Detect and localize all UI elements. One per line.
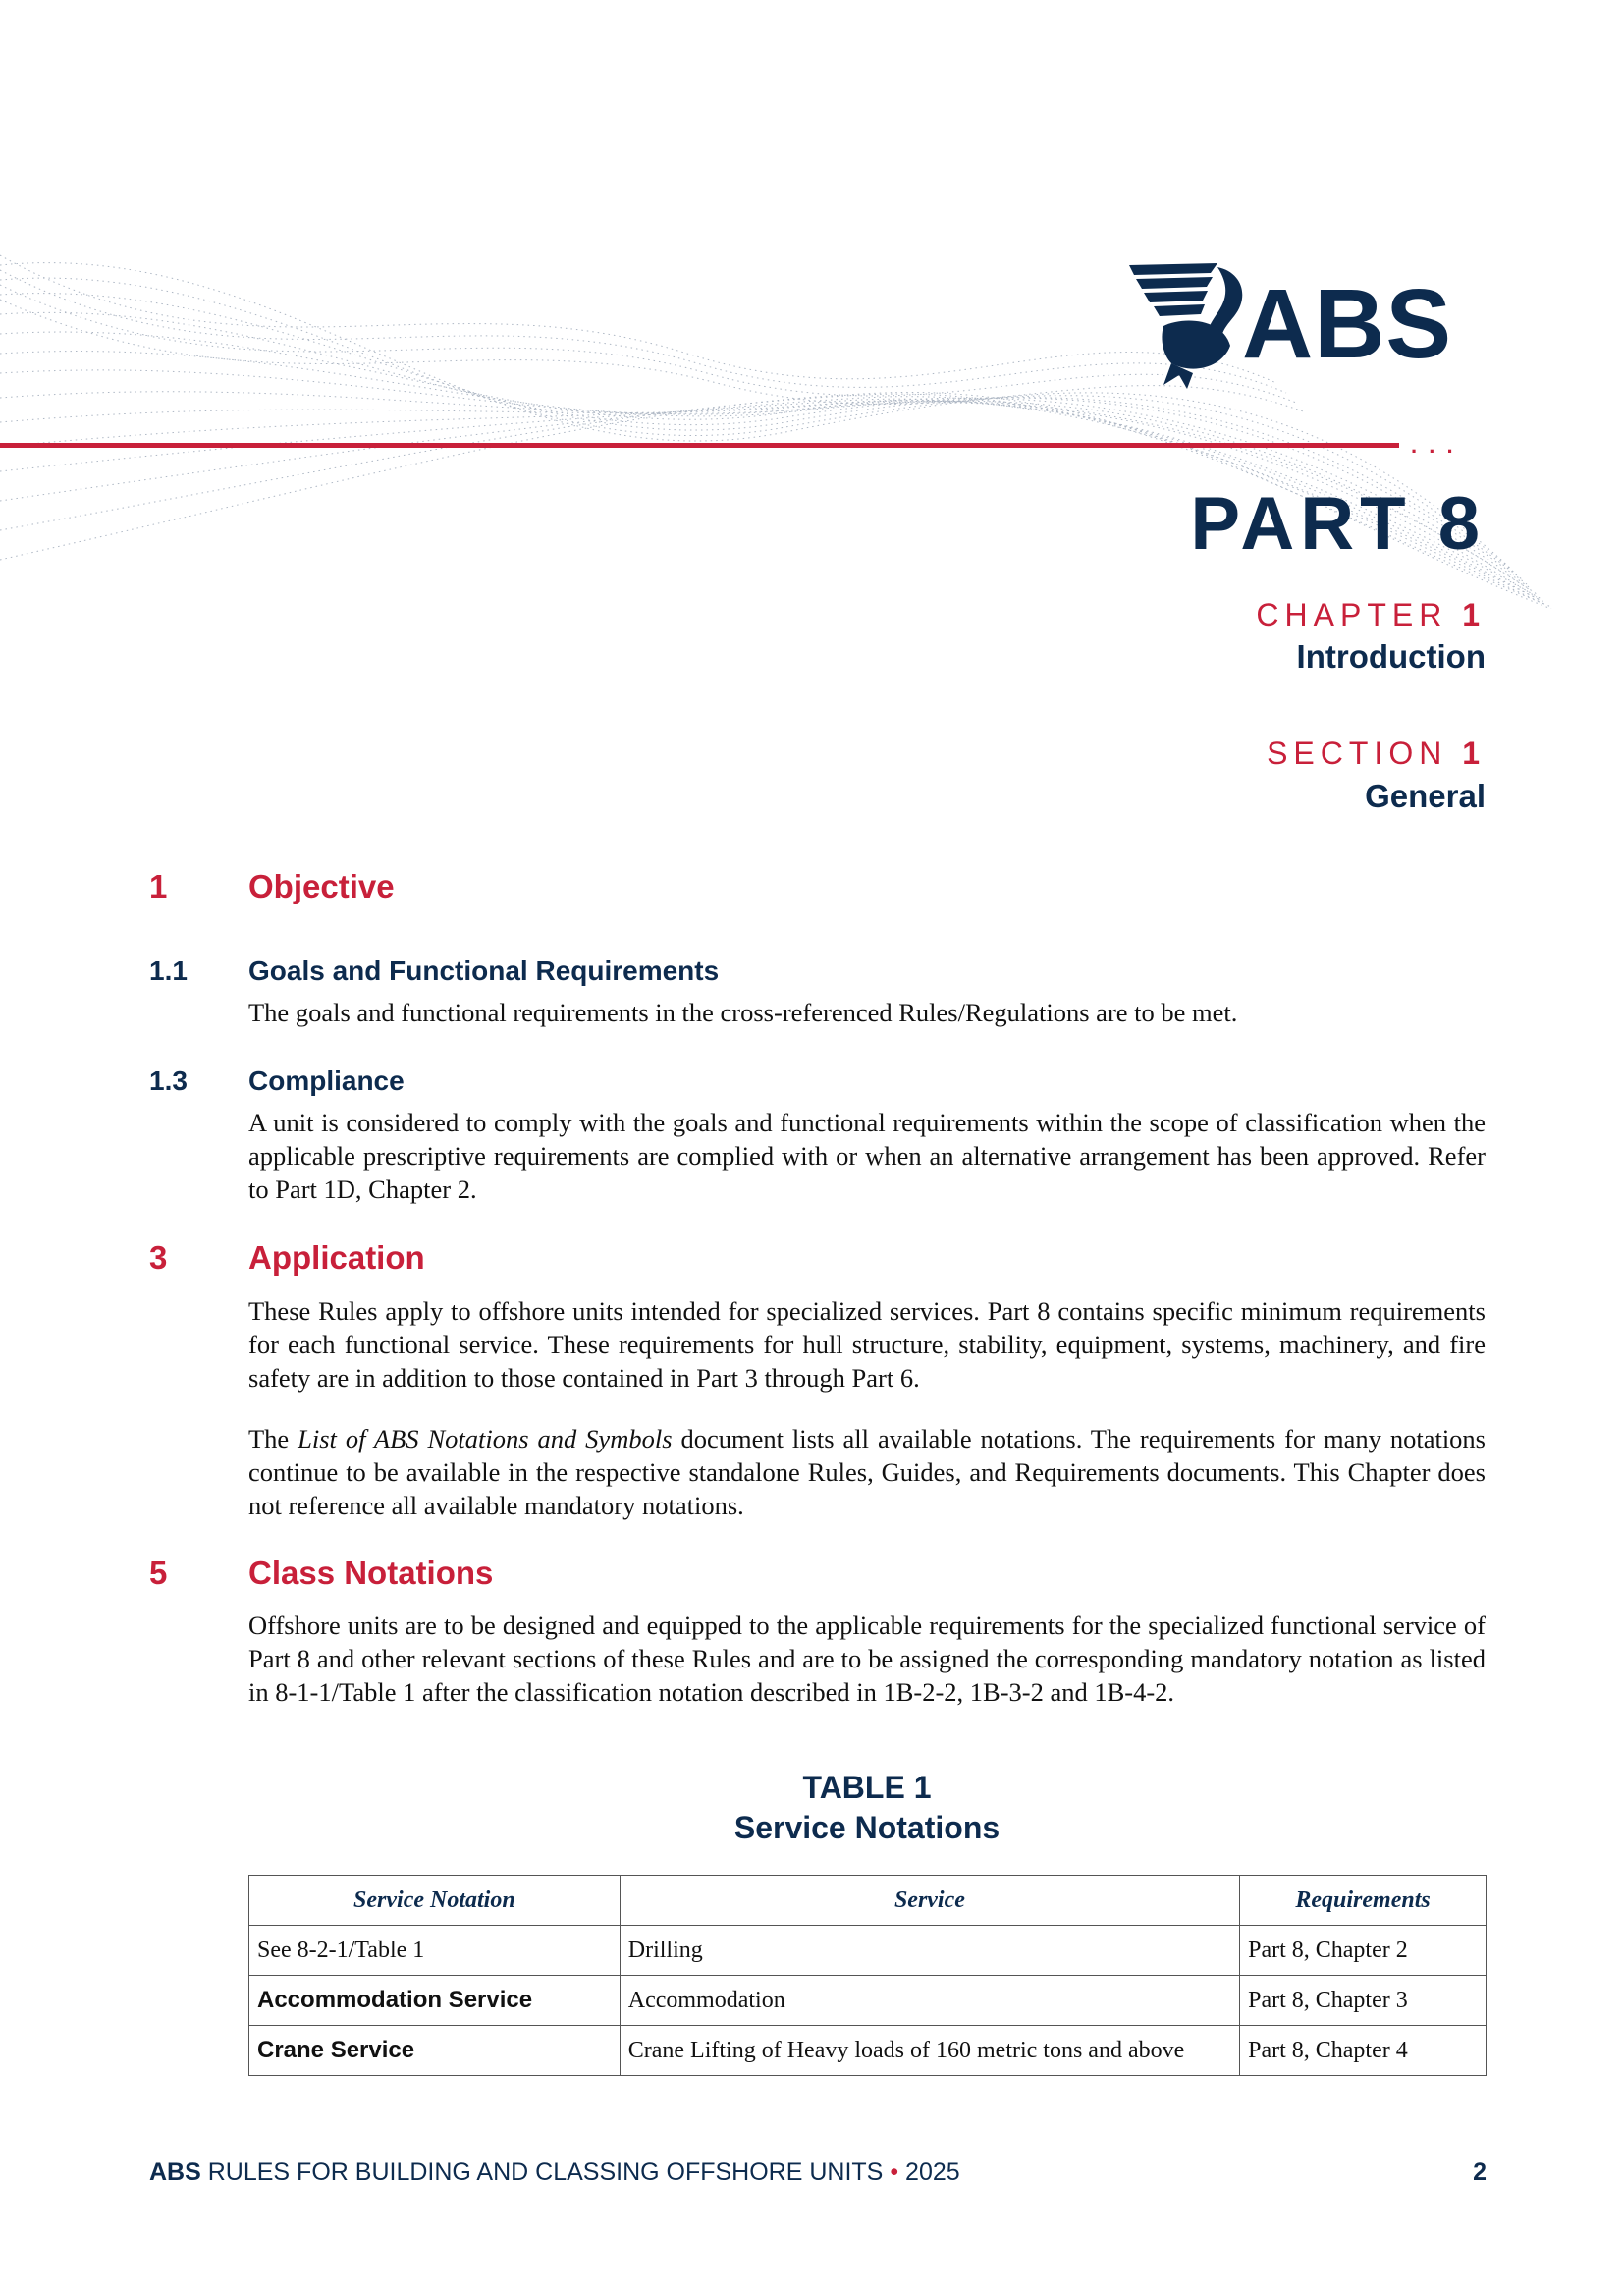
paragraph-application-1: These Rules apply to offshore units intended for specialized services. Part 8 contains specific minimum requirements for each functional service. These requirements for hull structure, stability, equipment, systems, machinery, and fire safety are in addition to those contained in Part 3 through Part 6. [248,1296,1486,1393]
section-title: General [1365,778,1486,814]
section-heading-objective: Objective [248,868,395,904]
table-cell: Crane Service [249,2026,621,2076]
part-title: PART 8 [1190,482,1486,566]
subsection-heading-compliance: Compliance [248,1066,405,1096]
table-cell: See 8-2-1/Table 1 [249,1926,621,1976]
table-cell: Drilling [620,1926,1239,1976]
section-label: SECTION 1 [1267,736,1486,771]
table-caption [248,1768,1486,1848]
column-header: Service Notation [249,1876,621,1926]
table-label: TABLE 1 [802,1770,932,1805]
table-cell: Part 8, Chapter 3 [1240,1976,1487,2026]
table-row [249,2026,1487,2076]
chapter-title: Introduction [1296,638,1486,675]
table-title: Service Notations [733,1810,1001,1845]
section-number: 5 [149,1555,168,1591]
section-heading-class-notations: Class Notations [248,1555,494,1591]
header-rule [0,443,1399,448]
footer-brand: ABS [149,2159,201,2186]
service-notations-table [248,1875,1487,2076]
paragraph-compliance: A unit is considered to comply with the goals and functional requirements within the scope of classification when the applicable prescriptive requirements are complied with or when an alternative arrangement has been approved. Refer to Part 1D, Chapter 2. [248,1108,1486,1204]
paragraph-goals: The goals and functional requirements in the cross-referenced Rules/Regulations are to be met. [248,998,1238,1027]
table-cell: Accommodation [620,1976,1239,2026]
footer-title: RULES FOR BUILDING AND CLASSING OFFSHORE UNITS [207,2159,884,2186]
subsection-number: 1.3 [149,1066,188,1096]
paragraph-application-2: The List of ABS Notations and Symbols document lists all available notations. The requirements for many notations continue to be available in the respective standalone Rules, Guides, and Requirements documents. This Chapter does not reference all available mandatory notations. [248,1424,1486,1520]
chapter-label: CHAPTER 1 [1256,597,1486,632]
table-row [249,1976,1487,2026]
section-heading-application: Application [248,1239,425,1276]
table-cell: Crane Lifting of Heavy loads of 160 metric tons and above [620,2026,1239,2076]
page-footer [149,2159,1487,2187]
table-cell: Accommodation Service [249,1976,621,2026]
table-cell: Part 8, Chapter 4 [1240,2026,1487,2076]
column-header: Requirements [1240,1876,1487,1926]
section-number: 1 [149,868,168,904]
footer-bullet: • [890,2159,899,2186]
page-number: 2 [1473,2159,1487,2186]
paragraph-class-notations: Offshore units are to be designed and equipped to the applicable requirements for the specialized functional service of Part 8 and other relevant sections of these Rules and are to be assigned the corresponding mandatory notation as listed in 8-1-1/Table 1 after the classification notation described in 1B-2-2, 1B-3-2 and 1B-4-2. [248,1611,1486,1707]
table-cell: Part 8, Chapter 2 [1240,1926,1487,1976]
subsection-number: 1.1 [149,956,188,986]
header-rule-dots: . . . [1411,433,1456,458]
subsection-heading-goals: Goals and Functional Requirements [248,956,720,986]
document-title-reference: List of ABS Notations and Symbols [298,1424,673,1453]
section-number: 3 [149,1239,168,1276]
eagle-emblem-icon [1124,257,1252,395]
column-header: Service [620,1876,1239,1926]
abs-logo [1124,257,1478,395]
table-row [249,1926,1487,1976]
logo-text: ABS [1242,269,1453,379]
footer-year: 2025 [905,2159,960,2186]
table-header-row [249,1876,1487,1926]
